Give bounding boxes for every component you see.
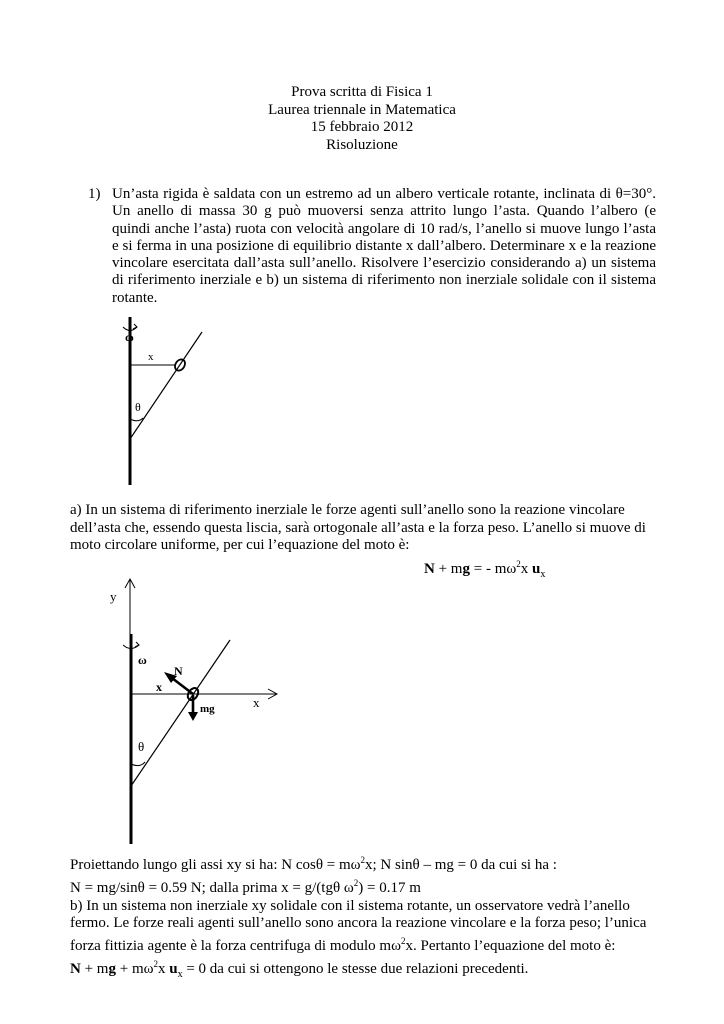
part-a-text (70, 502, 670, 555)
rotation-arrowhead-icon (133, 324, 137, 329)
part-b-line-2: fermo. Le forze reali agenti sull’anello sono ancora la reazione vincolare e la forza peso; l’unica (70, 915, 647, 932)
part-b-line-3: forza fittizia agente è la forza centrifuga di modulo $m\omega^2x$. Pertanto l’equazione del moto è: (70, 936, 616, 955)
document-subtitle: Risoluzione (326, 136, 398, 153)
x-axis-label: x (253, 695, 260, 710)
problem-1 (88, 186, 656, 307)
theta-arc (131, 762, 145, 766)
theta-label: θ (135, 400, 141, 414)
theta-label: θ (138, 739, 145, 754)
equation-of-motion-noninertial: N + mg + $m\omega^2x$ $u_x = 0$ da cui si ottengono le stesse due relazioni precedenti. (70, 958, 529, 980)
x-local-label: x (156, 680, 162, 694)
weight-label: mg (200, 703, 215, 715)
theta-arc (130, 418, 143, 421)
projection-line-1: Proiettando lungo gli assi xy si ha: N $\cos\theta = m\omega^2x$; N sinθ – mg = 0 da cui si ha : (70, 855, 557, 873)
part-a-line-2: dell’asta che, essendo questa liscia, sarà ortogonale all’asta e la forza peso. L’anello si muove di (70, 519, 646, 536)
rotation-arrowhead-icon (135, 642, 139, 647)
document-header (0, 84, 724, 154)
part-a-line-1: a) In un sistema di riferimento inerziale le forze agenti sull’anello sono la reazione vincolare (70, 502, 625, 518)
part-b-line-1: b) In un sistema non inerziale xy solidale con il sistema rotante, un osservatore vedrà l’anello (70, 897, 630, 914)
x-label: x (148, 351, 154, 363)
equation-of-motion-inertial: N + mg = - $m\omega^2x$ $u_x$ (424, 559, 546, 580)
projection-line-2: N = mg/sinθ = 0.59 N; dalla prima x = g/(tgθ $\omega^2) = 0.17$ m (70, 877, 421, 896)
exam-date: 15 febbraio 2012 (310, 119, 414, 135)
y-axis-label: y (110, 589, 117, 604)
figure-1-diagram (112, 315, 212, 487)
part-a-line-3: moto circolare uniforme, per cui l’equazione del moto è: (70, 537, 410, 553)
omega-label: ω (125, 330, 134, 344)
inclined-rod (130, 332, 202, 439)
normal-force-label: N (174, 664, 183, 678)
problem-text: Un’asta rigida è saldata con un estremo ad un albero verticale rotante, inclinata di θ=30°. Un anello di massa 30 g può muoversi senza attrito lungo l’asta. Quando l’albero (e quindi anche l’asta) ruota con velocità angolare di 10 rad/s, l’anello si muove lungo l’asta e si ferma in una posizione di equilibrio distante x dall’albero. Determinare x e la reazione vincolare esercitata dall’asta sull’anello. Risolvere l’esercizio considerando a) un sistema di riferimento inerziale e b) un sistema di riferimento non inerziale solidale con il sistema rotante. (112, 186, 656, 306)
course-title: Prova scritta di Fisica 1 (291, 84, 433, 100)
degree-program: Laurea triennale in Matematica (268, 101, 456, 118)
weight-arrowhead-icon (188, 712, 198, 721)
problem-number: 1) (88, 186, 101, 202)
omega-label: ω (138, 653, 147, 667)
figure-2-diagram (104, 574, 274, 846)
solution-text (70, 852, 670, 984)
